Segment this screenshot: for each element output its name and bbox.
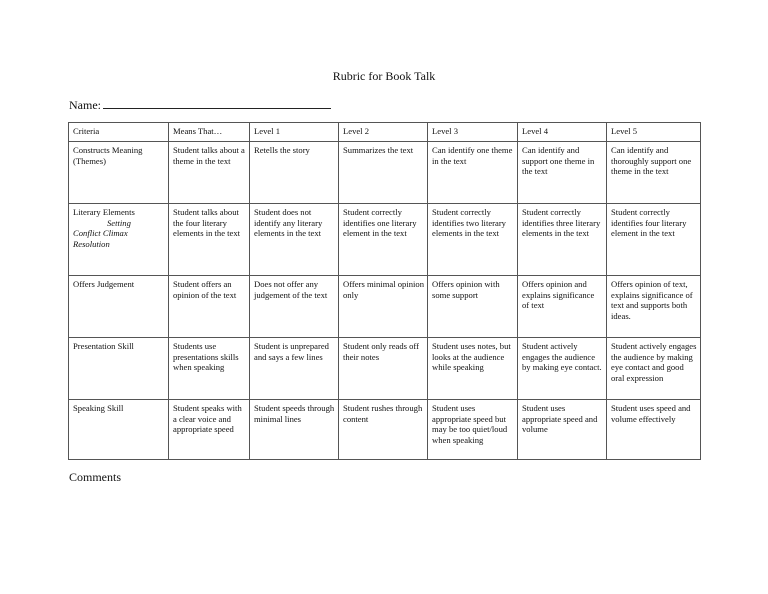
criteria-cell: Offers Judgement [69,276,169,338]
column-header: Level 1 [250,123,339,142]
name-label: Name: [69,98,101,112]
criteria-sub-resolution: Resolution [73,238,110,249]
level-cell: Student uses appropriate speed but may be too quiet/loud when speaking [428,400,518,460]
level-cell: Student actively engages the audience by making eye contact. [518,338,607,400]
level-cell: Student actively engages the audience by making eye contact and good oral expression [607,338,701,400]
column-header: Level 4 [518,123,607,142]
level-cell: Student only reads off their notes [339,338,428,400]
table-row [69,338,701,400]
criteria-cell: Presentation Skill [69,338,169,400]
table-row [69,142,701,204]
level-cell: Offers opinion of text, explains significance of text and supports both ideas. [607,276,701,338]
level-cell: Student correctly identifies one literary element in the text [339,204,428,276]
criteria-text: Literary Elements [73,207,135,217]
column-header: Level 2 [339,123,428,142]
level-cell: Student uses notes, but looks at the audience while speaking [428,338,518,400]
criteria-cell: Constructs Meaning (Themes) [69,142,169,204]
criteria-cell: Speaking Skill [69,400,169,460]
rubric-table [68,122,701,460]
criteria-sub-setting: Setting [107,217,131,228]
criteria-cell [69,204,169,276]
comments-label: Comments [69,470,122,484]
means-cell: Student talks about the four literary elements in the text [169,204,250,276]
level-cell: Student speeds through minimal lines [250,400,339,460]
column-header: Means That… [169,123,250,142]
level-cell: Student correctly identifies four literary element in the text [607,204,701,276]
means-cell: Students use presentations skills when speaking [169,338,250,400]
level-cell: Student does not identify any literary elements in the text [250,204,339,276]
table-row [69,400,701,460]
column-header: Level 3 [428,123,518,142]
level-cell: Student is unprepared and says a few lines [250,338,339,400]
page-title: Rubric for Book Talk [332,69,436,83]
name-underline[interactable] [103,96,331,109]
column-header: Level 5 [607,123,701,142]
level-cell: Student correctly identifies two literary elements in the text [428,204,518,276]
level-cell: Offers minimal opinion only [339,276,428,338]
level-cell: Can identify and support one theme in the text [518,142,607,204]
table-row [69,276,701,338]
criteria-sub-conflict-climax: Conflict Climax [73,228,128,239]
level-cell: Student uses speed and volume effectively [607,400,701,460]
level-cell: Can identify and thoroughly support one theme in the text [607,142,701,204]
level-cell: Offers opinion with some support [428,276,518,338]
level-cell: Does not offer any judgement of the text [250,276,339,338]
means-cell: Student offers an opinion of the text [169,276,250,338]
means-cell: Student speaks with a clear voice and appropriate speed [169,400,250,460]
table-row [69,204,701,276]
level-cell: Student uses appropriate speed and volume [518,400,607,460]
name-field [69,96,331,113]
level-cell: Student rushes through content [339,400,428,460]
table-header-row [69,123,701,142]
level-cell: Retells the story [250,142,339,204]
level-cell: Can identify one theme in the text [428,142,518,204]
level-cell: Student correctly identifies three literary elements in the text [518,204,607,276]
level-cell: Summarizes the text [339,142,428,204]
level-cell: Offers opinion and explains significance of text [518,276,607,338]
column-header: Criteria [69,123,169,142]
means-cell: Student talks about a theme in the text [169,142,250,204]
